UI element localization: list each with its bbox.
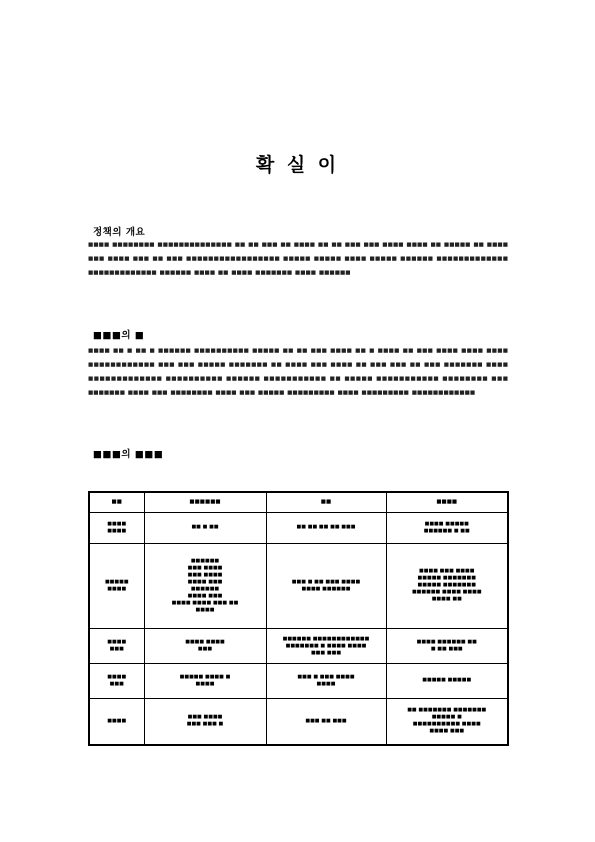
cell-text-line: ■■■ ■ ■■■ ■■■■ — [297, 673, 355, 680]
cell-text-line: ■■■ ■■■ ■ — [186, 721, 224, 728]
table-cell — [89, 513, 144, 544]
table-cell — [266, 513, 386, 544]
cell-text-line: ■■■ ■■■■ — [187, 714, 223, 721]
cell-text-line: ■■■■■■ ■■■■■■■■■■■■ — [282, 635, 370, 642]
table-header-cell: ■■■■■■ — [144, 492, 266, 513]
cell-text-line: ■■■ ■■■ — [310, 649, 342, 656]
cell-text-line: ■■■ ■ ■■ ■■■ ■■■■ — [291, 578, 361, 585]
cell-text-line: ■■■ ■■■■ — [187, 564, 223, 571]
cell-text-line: ■■■■■■ — [190, 585, 220, 592]
table-cell — [386, 698, 508, 745]
cell-text-line: ■■■■ — [107, 639, 127, 646]
table-row — [89, 543, 508, 629]
cell-text-line: ■■■■ ■■■ — [429, 728, 465, 735]
policy-table — [88, 491, 509, 746]
cell-text-line: ■■■■ ■■■■ ■■■ ■■ — [171, 599, 239, 606]
cell-text-line: ■■■ — [197, 646, 213, 653]
cell-text-line: ■■■■■■ ■■■■ ■■■■ — [411, 589, 482, 596]
table-header-cell: ■■■■ — [386, 492, 508, 513]
cell-text-line: ■■■■ ■■■ — [187, 578, 223, 585]
cell-text-line: ■■■■■ ■ — [431, 714, 462, 721]
table-row — [89, 663, 508, 698]
table-cell — [386, 513, 508, 544]
cell-text-line: ■■■ ■■ ■■■ — [305, 717, 347, 724]
table-cell — [89, 663, 144, 698]
section-heading-3: ■■■의 ■■■ — [93, 449, 164, 460]
cell-text-line: ■■■■ — [195, 606, 215, 613]
cell-text-line: ■■■■ — [107, 717, 127, 724]
cell-text-line: ■■■■■ ■■■■■ — [422, 677, 472, 684]
cell-text-line: ■■ ■ ■■ — [191, 524, 219, 531]
cell-text-line: ■■■■ ■■■ — [187, 592, 223, 599]
cell-text-line: ■■■■ ■■■ ■■■■ — [419, 568, 475, 575]
cell-text-line: ■■■■ — [107, 673, 127, 680]
table-header-row — [89, 492, 508, 513]
table-cell — [144, 543, 266, 629]
section-paragraph-2: ■■■■ ■■ ■ ■■ ■ ■■■■■■ ■■■■■■■■■■ ■■■■■ ■■ ■■ ■■■ ■■■■ ■■ ■ ■■■■ ■■ ■■■ ■■■■ ■■■■ ■■■■ ■■■■■■■■■■■■ ■■■ ■■■ ■■■■■ ■■■■■■■ ■■ ■■■■ ■■■ ■■■■ ■■ ■■■ ■■■ ■■ ■■■ ■■■■■■■ ■■■■ ■■■■■■■■■■■■■ ■■■■■■■■■■ ■■■■■■ ■■■■■■■■■■■ ■■ ■■■■■ ■■■■■■■■■■■ ■■■■■■■■ ■■■ ■■■■■■■ ■■■■ ■■■ ■■■■■■■■ ■■■■ ■■■ ■■■■■ ■■■■■■■■■ ■■■■ ■■■■■■■■■ ■■■■■■■■■■■■ — [88, 348, 508, 396]
cell-text-line: ■■■ — [109, 646, 124, 653]
cell-text-line: ■ ■■ ■■■ — [430, 646, 463, 653]
table-cell — [144, 663, 266, 698]
cell-text-line: ■■■■ — [107, 520, 127, 527]
cell-text-line: ■■■■■■ — [190, 557, 220, 564]
cell-text-line: ■■■ ■■■■ — [187, 571, 223, 578]
cell-text-line: ■■■ — [109, 680, 124, 687]
cell-text-line: ■■■■■ ■■■■■■■ — [417, 575, 476, 582]
cell-text-line: ■■■■ — [107, 585, 127, 592]
table-cell — [386, 629, 508, 664]
table-cell — [144, 629, 266, 664]
cell-text-line: ■■■■■ — [104, 578, 129, 585]
cell-text-line: ■■ ■■■■■■■ ■■■■■■■ — [407, 707, 487, 714]
table-cell — [266, 543, 386, 629]
cell-text-line: ■■■■ ■■■■■■ — [301, 585, 351, 592]
cell-text-line: ■■■■ — [107, 527, 127, 534]
table-cell — [386, 663, 508, 698]
cell-text-line: ■■■■ ■■■■ — [185, 639, 225, 646]
cell-text-line: ■■■■■■■ ■ ■■■■ ■■■■ — [285, 642, 367, 649]
table-row — [89, 629, 508, 664]
cell-text-line: ■■ ■■ ■■ ■■ ■■■ — [296, 524, 356, 531]
cell-text-line: ■■■■■ ■■■■ ■ — [179, 673, 231, 680]
table-header-cell: ■■ — [89, 492, 144, 513]
page-title: 확 실 이 — [255, 154, 340, 176]
table-cell — [89, 543, 144, 629]
table-cell — [89, 629, 144, 664]
table-row — [89, 698, 508, 745]
table-header-cell: ■■ — [266, 492, 386, 513]
table-row — [89, 513, 508, 544]
section-heading-1: 정책의 개요 — [93, 227, 146, 238]
table-cell — [144, 698, 266, 745]
table-cell — [266, 698, 386, 745]
table-body — [89, 513, 508, 746]
cell-text-line: ■■■■ ■■ — [431, 596, 462, 603]
section-paragraph-1: ■■■■ ■■■■■■■■ ■■■■■■■■■■■■■■ ■■ ■■ ■■■ ■■ ■■■■ ■■ ■■ ■■■ ■■■ ■■■■ ■■■■ ■■ ■■■■■ ■■ ■■■■ ■■■ ■■■■ ■■■ ■■ ■■■ ■■■■■■■■■■■■■■■■■ ■■■■■ ■■■■■ ■■■■ ■■■■■ ■■■■■■ ■■■■■■■■■■■■■ ■■■■■■■■■■■■■ ■■■■■■ ■■■■ ■■ ■■■■ ■■■■■■■ ■■■■ ■■■■■■ — [88, 242, 508, 276]
cell-text-line: ■■■■ ■■■■■ — [424, 520, 469, 527]
table-cell — [386, 543, 508, 629]
cell-text-line: ■■■■ — [316, 680, 336, 687]
section-heading-2: ■■■의 ■ — [93, 330, 145, 341]
cell-text-line: ■■■■ ■■■■■■ ■■ — [416, 639, 477, 646]
table-cell — [266, 629, 386, 664]
table-cell — [89, 698, 144, 745]
cell-text-line: ■■■■ — [195, 680, 215, 687]
cell-text-line: ■■■■■■■■■■ ■■■■ — [412, 721, 481, 728]
cell-text-line: ■■■■■ ■■■■■■■ — [417, 582, 476, 589]
table-cell — [144, 513, 266, 544]
table-cell — [266, 663, 386, 698]
cell-text-line: ■■■■■■ ■ ■■ — [423, 527, 470, 534]
